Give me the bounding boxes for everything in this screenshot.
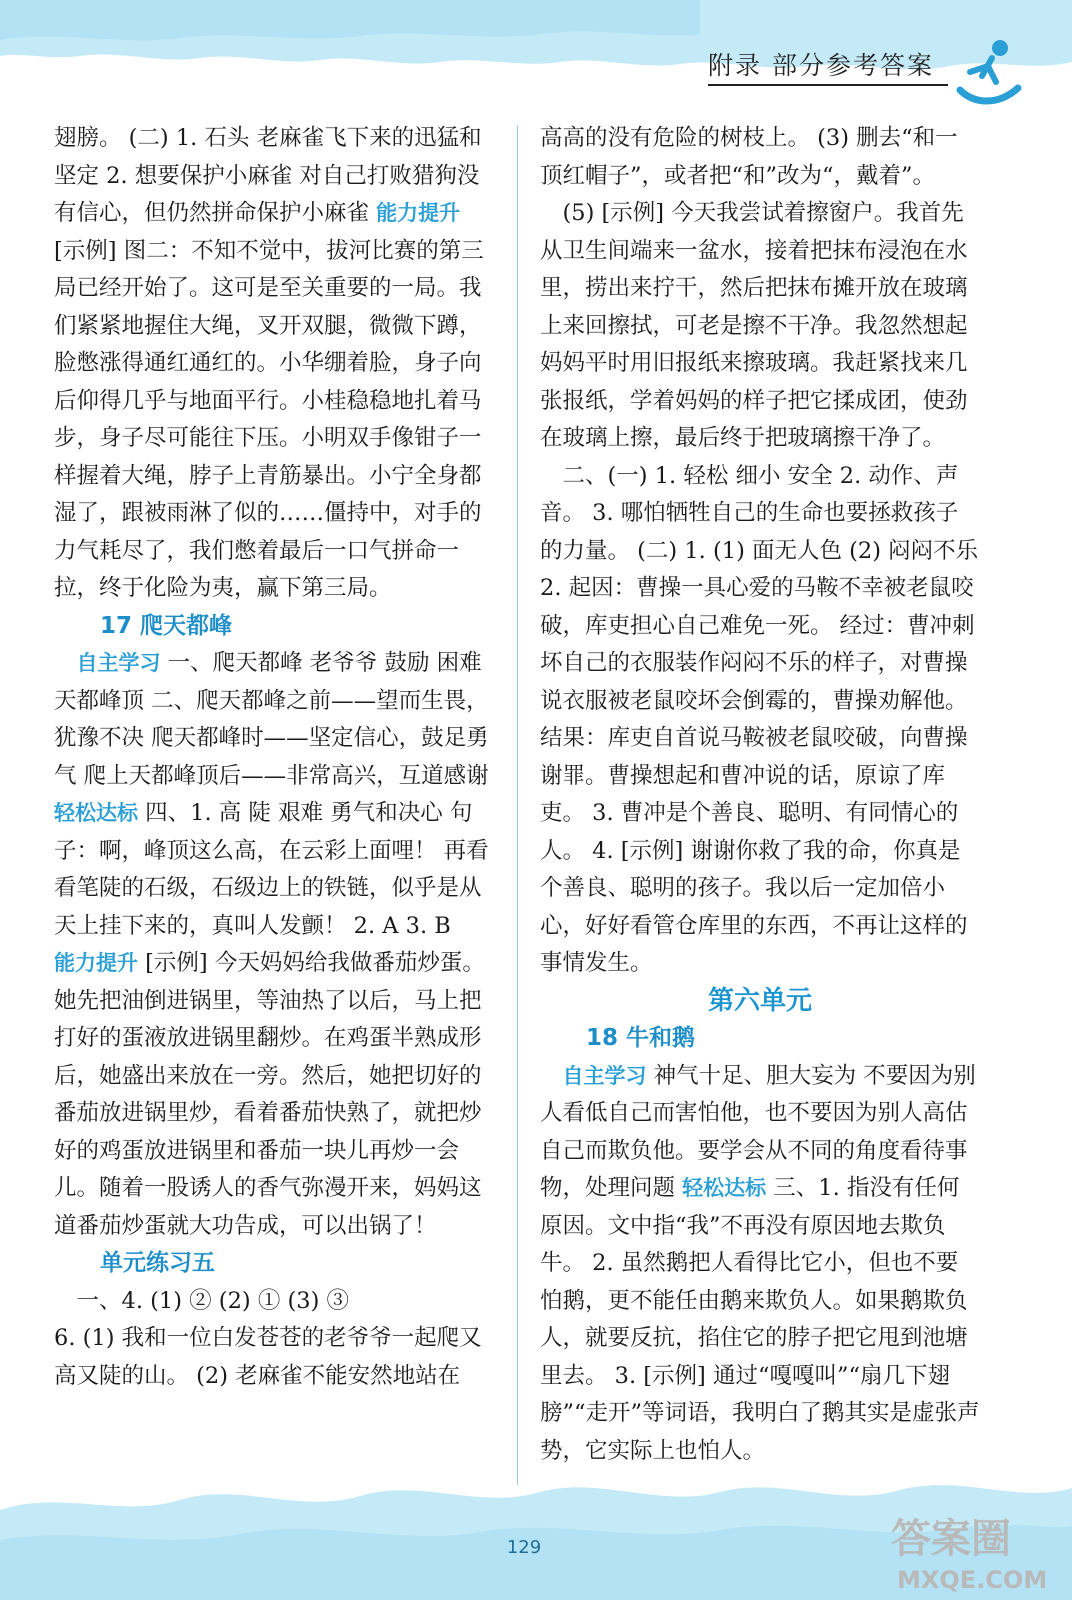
answer-text: 一、4. (1) ② (2) ① (3) ③ [76,1287,349,1314]
answer-text: 一、爬天都峰 老爷爷 鼓励 困难 天都峰顶 二、爬天都峰之前——望而生畏，犹豫不决 爬天都峰时——坚定信心，鼓足勇气 爬上天都峰顶后——非常高兴，互道感谢 [54,650,489,789]
answer-paragraph [54,645,494,945]
section-heading: 18 牛和鹅 [586,1025,696,1051]
section-tag: 能力提升 [54,951,138,975]
answer-paragraph [54,1320,494,1395]
answer-paragraph [540,120,980,195]
answer-paragraph [54,945,494,1245]
answer-text: [示例] 图二：不知不觉中，拔河比赛的第三局已经开始了。这可是至关重要的一局。我们紧紧地握住大绳，叉开双腿，微微下蹲，脸憋涨得通红通红的。小华绷着脸，身子向后仰得几乎与地面平行。小桂稳稳地扎着马步，身子尽可能往下压。小明双手像钳子一样握着大绳，脖子上青筋暴出。小宁全身都湿了，跟被雨淋了似的……僵持中，对手的力气耗尽了，我们憋着最后一口气拼命一拉，终于化险为夷，赢下第三局。 [54,237,484,601]
watermark-logo [875,1500,1065,1600]
column-divider [517,125,518,1485]
skier-logo-icon [952,32,1032,112]
section-heading: 单元练习五 [100,1250,215,1276]
answer-text: 四、1. 高 陡 艰难 勇气和决心 句子：啊，峰顶这么高，在云彩上面哩！ 再看看笔陡的石级，石级边上的铁链，似乎是从天上挂下来的，真叫人发颤！ 2. A 3. B [54,800,489,939]
answer-paragraph [540,1058,980,1471]
answer-text: 神气十足、胆大妄为 不要因为别人看低自己而害怕他，也不要因为别人高估自己而欺负他。要学会从不同的角度看待事物，处理问题 [540,1062,976,1201]
answer-paragraph [54,120,494,608]
page-number: 129 [506,1537,542,1558]
answer-text: 三、1. 指没有任何原因。文中指“我”不再没有原因地去欺负牛。 2. 虽然鹅把人看得比它小，但也不要怕鹅，更不能任由鹅来欺负人。如果鹅欺负人，就要反抗，掐住它的脖子把它甩到池塘里去。 3. [示例] 通过“嘎嘎叫”“扇几下翅膀”“走开”等词语，我明白了鹅其实是虚张声势，它实际上也怕人。 [540,1175,980,1464]
answer-paragraph [54,1283,494,1321]
section-heading: 17 爬天都峰 [100,612,233,639]
unit-heading: 第六单元 [707,985,812,1016]
left-column [54,120,494,1395]
section-tag: 轻松达标 [682,1176,767,1200]
answer-text: 高高的没有危险的树枝上。 (3) 删去“和一顶红帽子”，或者把“和”改为“，戴着”。 [540,125,958,189]
section-tag: 自主学习 [76,651,161,675]
watermark-domain: MXQE.COM [897,1566,1048,1594]
header-rule [708,84,948,86]
answer-paragraph [540,458,980,983]
answer-text: [示例] 今天妈妈给我做番茄炒蛋。她先把油倒进锅里，等油热了以后，马上把打好的蛋液放进锅里翻炒。在鸡蛋半熟成形后，她盛出来放在一旁。然后，她把切好的番茄放进锅里炒，看着番茄快熟了，就把炒好的鸡蛋放进锅里和番茄一块儿再炒一会儿。随着一股诱人的香气弥漫开来，妈妈这道番茄炒蛋就大功告成，可以出锅了！ [54,950,485,1239]
section-tag: 轻松达标 [54,801,138,825]
section-tag: 能力提升 [376,201,461,225]
watermark-text: 答案圈 [891,1516,1011,1562]
section-tag: 自主学习 [562,1063,647,1088]
answer-text: 翅膀。 (二) 1. 石头 老麻雀飞下来的迅猛和坚定 2. 想要保护小麻雀 对自己打败猎狗没有信心，但仍然拼命保护小麻雀 [54,125,482,226]
answer-text: 二、(一) 1. 轻松 细小 安全 2. 动作、声音。 3. 哪怕牺牲自己的生命也要拯救孩子的力量。 (二) 1. (1) 面无人色 (2) 闷闷不乐 2. 起因：曹操一具心爱的马鞍不幸被老鼠咬破，库吏担心自己难免一死。 经过：曹冲刺坏自己的衣服装作闷闷不乐的样子，对曹操说衣服被老鼠咬坏会倒霉的，曹操劝解他。 结果：库吏自首说马鞍被老鼠咬破，向曹操谢罪。曹操想起和曹冲说的话，原谅了库吏。 3. 曹冲是个善良、聪明、有同情心的人。 4. [示例] 谢谢你救了我的命，你真是个善良、聪明的孩子。我以后一定加倍小心，好好看管仓库里的东西，不再让这样的事情发生。 [540,462,979,976]
header-title: 附录 部分参考答案 [708,51,934,80]
answer-paragraph [540,195,980,458]
answer-text: (5) [示例] 今天我尝试着擦窗户。我首先从卫生间端来一盆水，接着把抹布浸泡在水里，捞出来拧干，然后把抹布摊开放在玻璃上来回擦拭，可老是擦不干净。我忽然想起妈妈平时用旧报纸来擦玻璃。我赶紧找来几张报纸，学着妈妈的样子把它揉成团，使劲在玻璃上擦，最后终于把玻璃擦干净了。 [540,200,968,451]
answer-text: 6. (1) 我和一位白发苍苍的老爷爷一起爬又高又陡的山。 (2) 老麻雀不能安然地站在 [54,1325,482,1389]
right-column [540,120,980,1470]
